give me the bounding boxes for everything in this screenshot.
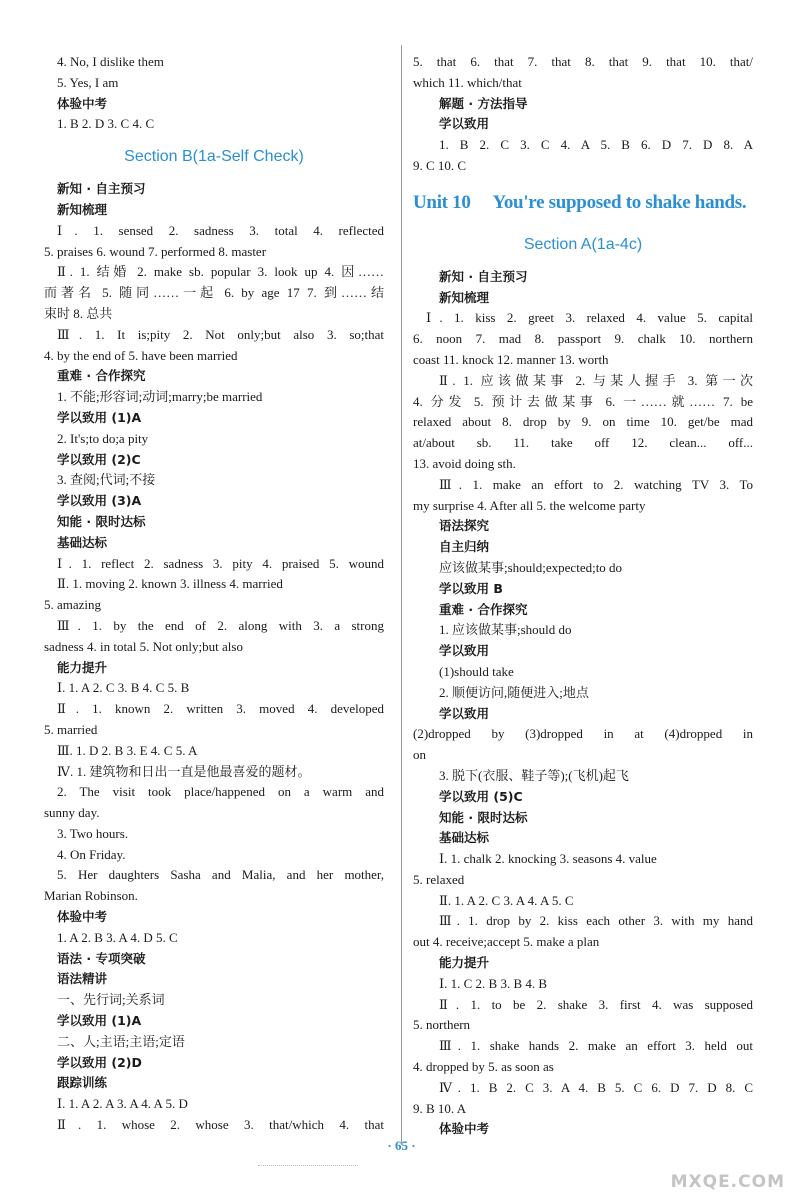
answer-line: Ⅱ. 1. to be 2. shake 3. first 4. was supposed — [439, 996, 753, 1012]
answer-line: 5. Yes, I am — [57, 74, 119, 90]
answer-line: Ⅰ. 1. kiss 2. greet 3. relaxed 4. value 5. capital — [426, 310, 753, 326]
subsection-label: 学以致用 — [439, 643, 490, 659]
answer-line: Ⅲ. 1. make an effort to 2. watching TV 3. To — [439, 476, 753, 492]
subsection-label: 学以致用 — [439, 705, 490, 721]
answer-line: on — [413, 747, 426, 763]
subsection-label: 自主归纳 — [439, 539, 490, 555]
answer-line: 1. A 2. B 3. A 4. D 5. C — [57, 929, 178, 945]
subsection-label: 能力提升 — [57, 659, 108, 675]
subsection-label: 学以致用 (3)A — [57, 493, 142, 509]
left-column — [44, 52, 384, 1136]
answer-line: Ⅲ. 1. D 2. B 3. E 4. C 5. A — [57, 742, 198, 758]
answer-line: Ⅰ. 1. C 2. B 3. B 4. B — [439, 975, 548, 991]
subsection-label: 学以致用 B — [439, 580, 503, 596]
answer-line: Ⅲ. 1. shake hands 2. make an effort 3. held out — [439, 1038, 753, 1054]
subsection-label: 学以致用 (2)C — [57, 451, 141, 467]
answer-line: 3. 查阅;代词;不接 — [57, 472, 156, 488]
answer-line: my surprise 4. After all 5. the welcome party — [413, 497, 646, 513]
answer-line: 13. avoid doing sth. — [413, 455, 516, 471]
unit-title: You're supposed to shake hands. — [492, 191, 747, 213]
answer-line: 5. that 6. that 7. that 8. that 9. that 10. that/ — [413, 54, 753, 69]
answer-line: 1. B 2. C 3. C 4. A 5. B 6. D 7. D 8. A — [439, 137, 753, 153]
footer-decoration — [258, 1165, 358, 1196]
answer-line: Ⅲ. 1. drop by 2. kiss each other 3. with my hand — [439, 913, 753, 929]
subsection-label: 知能 · 限时达标 — [439, 809, 528, 825]
subsection-label: 重难 · 合作探究 — [57, 368, 146, 384]
answer-line: Ⅱ. 1. moving 2. known 3. illness 4. married — [57, 576, 283, 592]
answer-line: Ⅰ. 1. chalk 2. knocking 3. seasons 4. value — [439, 851, 657, 867]
answer-line: Marian Robinson. — [44, 888, 138, 904]
answer-line: 应该做某事;should;expected;to do — [439, 559, 623, 575]
page-number: · 65 · — [387, 1138, 416, 1153]
answer-line: 1. 应该做某事;should do — [439, 622, 572, 638]
answer-line: Ⅲ. 1. by the end of 2. along with 3. a strong — [57, 617, 384, 633]
subsection-label: 语法 · 专项突破 — [57, 950, 146, 966]
subsection-label: 知能 · 限时达标 — [57, 513, 146, 529]
subsection-label: 语法探究 — [439, 518, 490, 534]
answer-line: Ⅱ. 1. known 2. written 3. moved 4. developed — [57, 701, 384, 717]
answer-line: Ⅲ. 1. It is;pity 2. Not only;but also 3. so;that — [57, 326, 384, 342]
subsection-label: 新知 · 自主预习 — [439, 268, 528, 284]
section-heading: Section A(1a-4c) — [523, 235, 643, 253]
answer-line: 4. On Friday. — [57, 846, 126, 862]
answer-line: (1)should take — [439, 663, 514, 679]
subsection-label: 基础达标 — [57, 534, 108, 550]
answer-line: Ⅳ. 1. B 2. C 3. A 4. B 5. C 6. D 7. D 8. C — [439, 1079, 753, 1095]
subsection-label: 学以致用 (5)C — [439, 788, 523, 804]
answer-line: 1. B 2. D 3. C 4. C — [57, 116, 155, 132]
answer-line: Ⅱ. 1. 应该做某事 2. 与某人握手 3. 第一次 — [439, 372, 753, 388]
subsection-label: 新知 · 自主预习 — [57, 181, 146, 197]
answer-line: 5. northern — [413, 1017, 471, 1033]
answer-line: 3. Two hours. — [57, 825, 129, 841]
unit-number: Unit 10 — [413, 191, 471, 213]
subsection-label: 学以致用 (2)D — [57, 1054, 142, 1070]
subsection-label: 重难 · 合作探究 — [439, 601, 528, 617]
answer-line: 9. B 10. A — [413, 1100, 467, 1116]
subsection-label: 新知梳理 — [439, 289, 490, 305]
answer-line: Ⅰ. 1. A 2. A 3. A 4. A 5. D — [57, 1096, 188, 1112]
answer-line: 一、先行词;关系词 — [57, 992, 165, 1008]
subsection-label: 解题 · 方法指导 — [439, 95, 528, 111]
answer-line: 2. It's;to do;a pity — [57, 430, 149, 446]
subsection-label: 学以致用 (1)A — [57, 409, 142, 425]
answer-line: 2. 顺便访问,随便进入;地点 — [439, 684, 589, 700]
answer-line: 4. dropped by 5. as soon as — [413, 1059, 554, 1075]
section-heading: Section B(1a-Self Check) — [124, 148, 304, 166]
answer-line: 5. Her daughters Sasha and Malia, and her mother, — [57, 867, 384, 883]
answer-line: Ⅱ. 1. 结婚 2. make sb. popular 3. look up 4. 因…… — [57, 264, 384, 280]
answer-line: 束时 8. 总共 — [44, 305, 113, 321]
answer-line: at/about sb. 11. take off 12. clean... off... — [413, 435, 753, 451]
answer-line: 5. amazing — [44, 597, 102, 613]
subsection-label: 新知梳理 — [57, 201, 108, 217]
answer-line: 3. 脱下(衣服、鞋子等);(飞机)起飞 — [439, 767, 629, 783]
answer-line: 9. C 10. C — [413, 157, 467, 173]
answer-line: Ⅳ. 1. 建筑物和日出一直是他最喜爱的题材。 — [57, 763, 311, 779]
answer-line: 4. 分发 5. 预计去做某事 6. 一……就…… 7. be — [413, 393, 753, 409]
answer-line: sunny day. — [44, 805, 100, 821]
answer-line: 4. by the end of 5. have been married — [44, 347, 238, 363]
answer-line: Ⅰ. 1. sensed 2. sadness 3. total 4. reflected — [57, 222, 384, 238]
answer-line: 5. relaxed — [413, 871, 465, 887]
answer-line: (2)dropped by (3)dropped in at (4)dropped in — [413, 726, 753, 742]
subsection-label: 学以致用 — [439, 116, 490, 132]
answer-line: 1. 不能;形容词;动词;marry;be married — [57, 389, 263, 405]
subsection-label: 学以致用 (1)A — [57, 1013, 142, 1029]
answer-line: sadness 4. in total 5. Not only;but also — [44, 638, 243, 654]
watermark-url: MXQE.COM — [670, 1172, 785, 1192]
answer-line: Ⅱ. 1. whose 2. whose 3. that/which 4. that — [57, 1117, 384, 1133]
answer-line: 6. noon 7. mad 8. passport 9. chalk 10. northern — [413, 331, 753, 347]
answer-line: coast 11. knock 12. manner 13. worth — [413, 351, 609, 367]
answer-line: relaxed about 8. drop by 9. on time 10. get/be mad — [413, 414, 753, 430]
answer-line: 4. No, I dislike them — [57, 54, 164, 69]
answer-line: 2. The visit took place/happened on a warm and — [57, 784, 384, 800]
answer-line: Ⅰ. 1. A 2. C 3. B 4. C 5. B — [57, 680, 190, 696]
answer-line: out 4. receive;accept 5. make a plan — [413, 934, 600, 950]
answer-line: 二、人;主语;主语;定语 — [57, 1033, 185, 1049]
subsection-label: 体验中考 — [439, 1121, 490, 1137]
answer-line: 5. married — [44, 721, 98, 737]
right-column — [413, 52, 753, 1140]
column-divider — [401, 45, 402, 1145]
subsection-label: 基础达标 — [439, 830, 490, 846]
answer-line: Ⅱ. 1. A 2. C 3. A 4. A 5. C — [439, 892, 574, 908]
answer-line: 而著名 5. 随同……一起 6. by age 17 7. 到……结 — [44, 285, 384, 301]
subsection-label: 语法精讲 — [57, 971, 108, 987]
unit-heading — [413, 183, 753, 223]
answer-line: which 11. which/that — [413, 74, 522, 90]
answer-line: Ⅰ. 1. reflect 2. sadness 3. pity 4. praised 5. wound — [57, 555, 384, 571]
subsection-label: 体验中考 — [57, 909, 108, 925]
subsection-label: 体验中考 — [57, 95, 108, 111]
answer-line: 5. praises 6. wound 7. performed 8. master — [44, 243, 267, 259]
subsection-label: 能力提升 — [439, 955, 490, 971]
subsection-label: 跟踪训练 — [57, 1075, 108, 1091]
